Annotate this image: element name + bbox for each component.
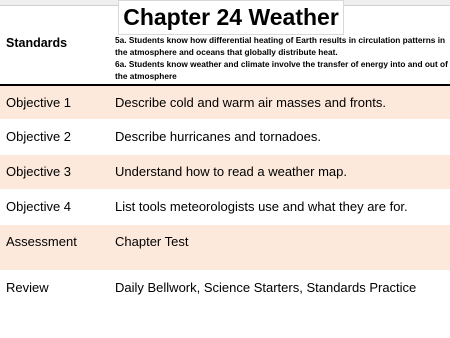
row-text: Describe cold and warm air masses and fronts. xyxy=(109,85,450,120)
page-title: Chapter 24 Weather xyxy=(123,4,339,30)
table-row xyxy=(0,120,450,155)
table-row xyxy=(0,85,450,120)
row-text: Chapter Test xyxy=(109,225,450,271)
row-text: List tools meteorologists use and what they are for. xyxy=(109,190,450,225)
row-text: Daily Bellwork, Science Starters, Standards Practice xyxy=(109,271,450,317)
row-label: Objective 4 xyxy=(0,190,109,225)
standard-5a: 5a. Students know how differential heating of Earth results in circulation patterns in the atmosphere and oceans that globally distribute heat. xyxy=(115,35,446,57)
row-text: Understand how to read a weather map. xyxy=(109,155,450,190)
title-box xyxy=(118,0,344,35)
row-label: Assessment xyxy=(0,225,109,271)
standard-6a: 6a. Students know weather and climate involve the transfer of energy into and out of the atmosphere xyxy=(115,59,448,81)
standards-label: Standards xyxy=(0,29,109,85)
row-label: Objective 1 xyxy=(0,85,109,120)
objectives-table xyxy=(0,28,450,317)
row-label: Review xyxy=(0,271,109,317)
table-row xyxy=(0,190,450,225)
standards-description xyxy=(109,29,450,85)
table-row xyxy=(0,271,450,317)
table-row xyxy=(0,225,450,271)
row-text: Describe hurricanes and tornadoes. xyxy=(109,120,450,155)
table-row xyxy=(0,155,450,190)
row-label: Objective 3 xyxy=(0,155,109,190)
standards-row xyxy=(0,29,450,85)
row-label: Objective 2 xyxy=(0,120,109,155)
